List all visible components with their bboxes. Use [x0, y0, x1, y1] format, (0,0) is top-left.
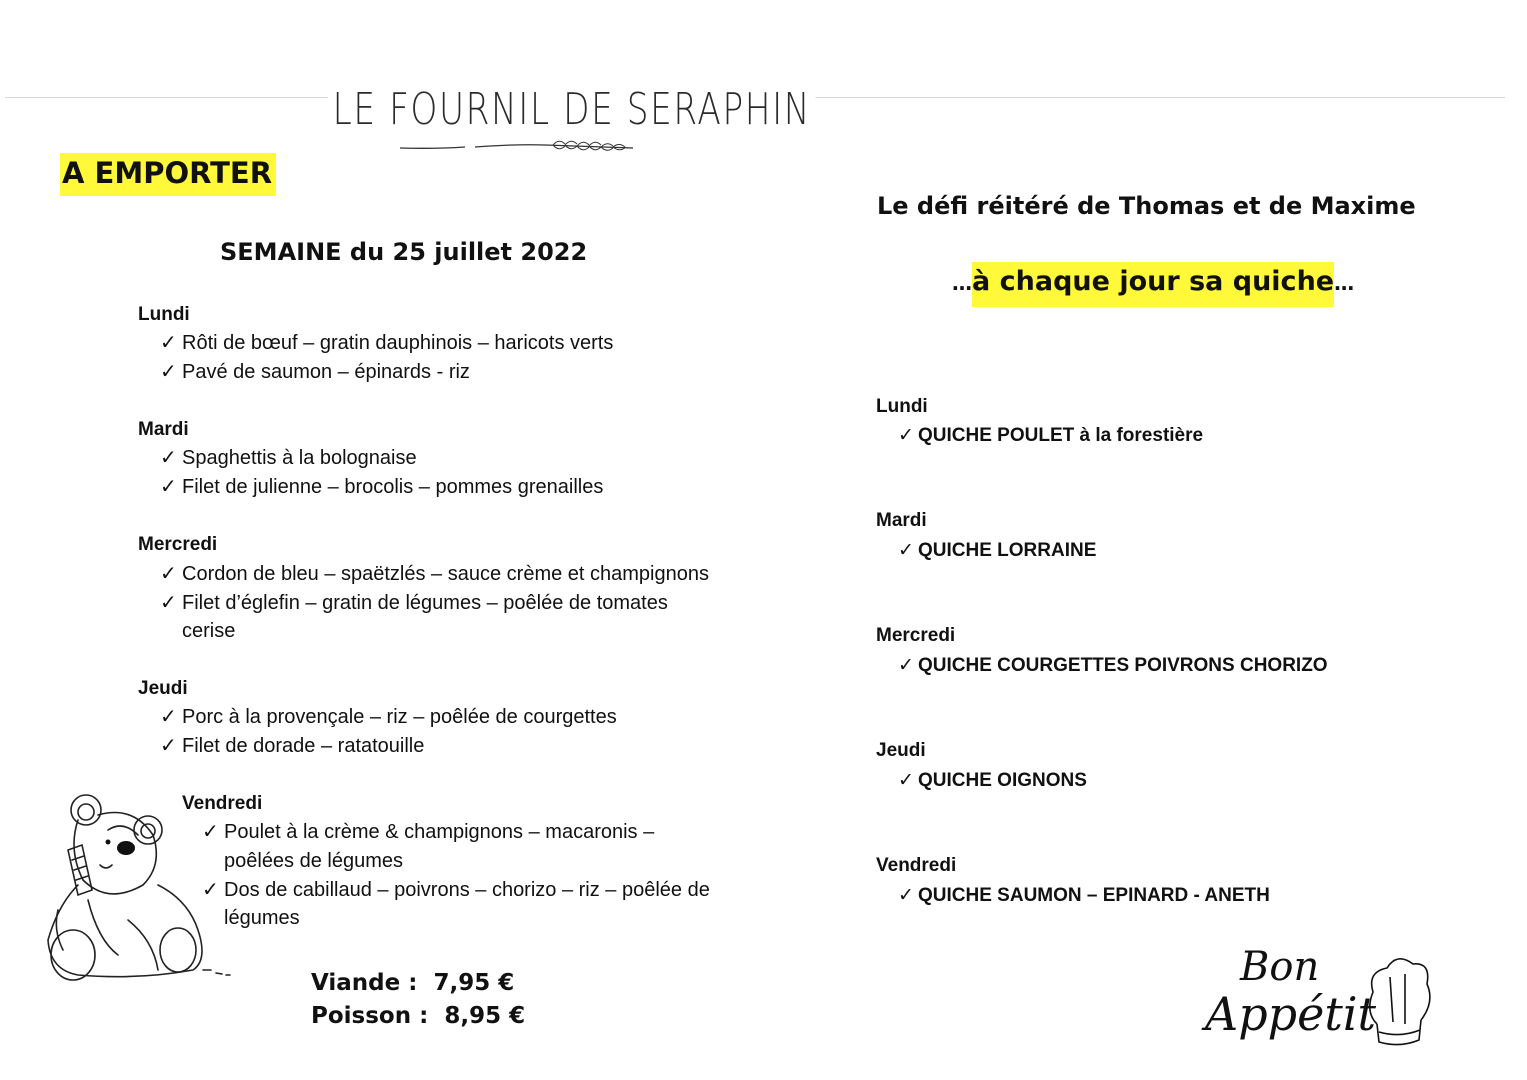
challenge-heading: Le défi réitéré de Thomas et de Maxime [877, 192, 1416, 220]
right-day-jeudi: Jeudi [876, 740, 926, 761]
menu-item-continued: poêlées de légumes [224, 850, 404, 872]
right-day-mardi: Mardi [876, 510, 927, 531]
menu-item: ✓ Poulet à la crème & champignons – macaronis – [202, 821, 655, 843]
quiche-item: ✓ QUICHE SAUMON – EPINARD - ANETH [898, 885, 1270, 906]
quiche-item: ✓ QUICHE POULET à la forestière [898, 425, 1204, 446]
left-day-vendredi: Vendredi [182, 793, 263, 814]
left-day-jeudi: Jeudi [138, 678, 188, 699]
quiche-item: ✓ QUICHE OIGNONS [898, 770, 1087, 791]
menu-item: ✓ Filet d’églefin – gratin de légumes – poêlée de tomates [160, 592, 668, 614]
right-day-vendredi: Vendredi [876, 855, 957, 876]
wheat-logo-icon [395, 135, 640, 160]
menu-item: ✓ Cordon de bleu – spaëtzlés – sauce crème et champignons [160, 563, 709, 585]
chef-hat-icon [1370, 959, 1430, 1045]
teddy-bear-illustration [38, 790, 238, 990]
left-day-lundi: Lundi [138, 304, 190, 325]
menu-item: ✓ Filet de dorade – ratatouille [160, 735, 425, 757]
price-row-meat: Viande : 7,95 € [311, 970, 515, 996]
quiche-tagline: …à chaque jour sa quiche… [952, 266, 1354, 297]
menu-item: ✓ Rôti de bœuf – gratin dauphinois – haricots verts [160, 332, 614, 354]
menu-item: ✓ Spaghettis à la bolognaise [160, 447, 417, 469]
left-day-mardi: Mardi [138, 419, 189, 440]
quiche-item: ✓ QUICHE LORRAINE [898, 540, 1097, 561]
menu-item: ✓ Dos de cabillaud – poivrons – chorizo – riz – poêlée de [202, 879, 710, 901]
bon-text: Bon [1240, 944, 1320, 990]
week-heading: SEMAINE du 25 juillet 2022 [220, 238, 588, 266]
appetit-text: Appétit [1205, 987, 1377, 1041]
logo-text: LE FOURNIL DE SERAPHIN [328, 84, 816, 135]
menu-item-continued: cerise [182, 620, 236, 642]
menu-item-continued: légumes [224, 907, 300, 929]
bon-appetit-logo [1195, 932, 1435, 1062]
price-row-fish: Poisson : 8,95 € [311, 1003, 526, 1029]
menu-item: ✓ Filet de julienne – brocolis – pommes grenailles [160, 476, 604, 498]
quiche-item: ✓ QUICHE COURGETTES POIVRONS CHORIZO [898, 655, 1328, 676]
left-day-mercredi: Mercredi [138, 534, 218, 555]
right-day-lundi: Lundi [876, 396, 928, 417]
menu-item: ✓ Pavé de saumon – épinards - riz [160, 361, 470, 383]
takeaway-badge: A EMPORTER [60, 153, 276, 196]
right-day-mercredi: Mercredi [876, 625, 956, 646]
menu-item: ✓ Porc à la provençale – riz – poêlée de courgettes [160, 706, 617, 728]
